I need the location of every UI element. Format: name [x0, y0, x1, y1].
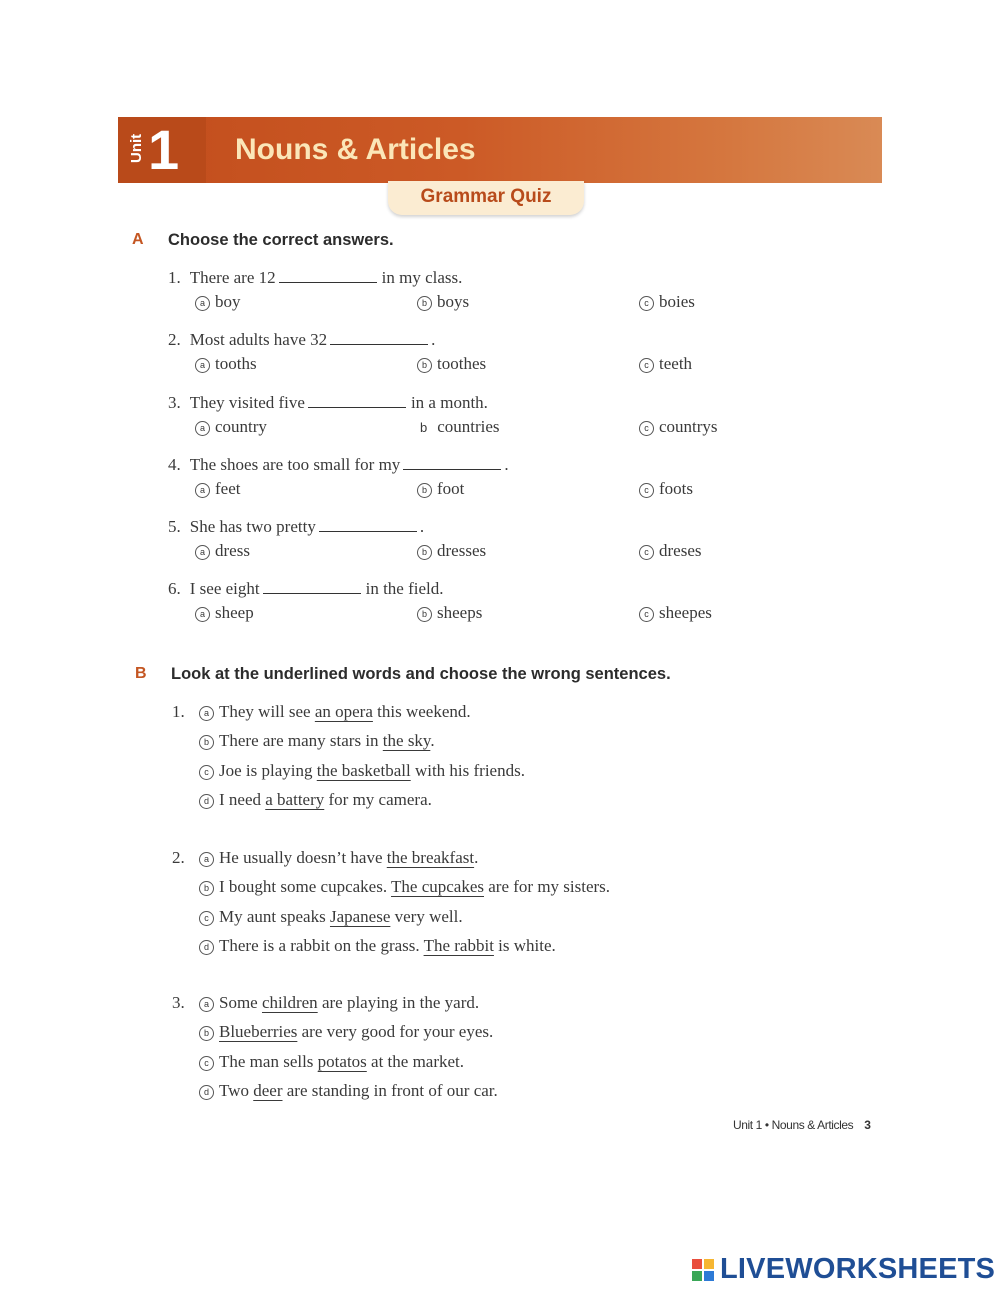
answer-blank[interactable]: [319, 517, 417, 532]
unit-badge: [118, 117, 206, 183]
sentence-text: for my camera.: [324, 789, 432, 809]
option-text: toothes: [437, 354, 487, 373]
sentence-text: Some: [219, 993, 262, 1012]
sentence-text: Joe is playing: [219, 760, 317, 780]
option-text: tooths: [215, 354, 257, 373]
question-number: 1.: [168, 268, 181, 287]
sentence-option-a[interactable]: [199, 993, 479, 1013]
grammar-quiz-tab: [388, 181, 584, 215]
sentence-option-b[interactable]: [199, 731, 435, 751]
question-number: 4.: [168, 455, 181, 474]
footer-unit: Unit 1: [733, 1118, 762, 1132]
underlined-words: the basketball: [316, 760, 411, 780]
question-text-before: There are 12: [189, 268, 276, 287]
option-b-circle-icon[interactable]: b: [417, 296, 432, 311]
option-text: country: [215, 417, 267, 436]
sentence-option-d[interactable]: [199, 790, 432, 810]
option-b[interactable]: [417, 603, 482, 623]
question-text-after: in the field.: [365, 579, 444, 598]
option-text: feet: [215, 479, 241, 498]
option-a[interactable]: [195, 417, 267, 437]
question-a-5: [168, 517, 424, 537]
sentence-option-b[interactable]: [199, 877, 610, 897]
question-a-2: [168, 330, 435, 350]
sentence-text: very well.: [390, 906, 463, 926]
option-c[interactable]: [639, 354, 692, 374]
sentence-option-a[interactable]: [199, 702, 471, 722]
question-text-before: The shoes are too small for my: [189, 455, 401, 474]
option-d-circle-icon[interactable]: d: [199, 1085, 214, 1100]
option-text: dress: [215, 541, 250, 560]
logo-wordmark: LIVEWORKSHEETS: [720, 1253, 996, 1285]
sentence-text: There is a rabbit on the grass.: [219, 935, 424, 955]
option-a[interactable]: [195, 603, 254, 623]
question-number: 3.: [168, 393, 181, 412]
question-number: 2.: [168, 330, 181, 349]
sentence-text: Two: [219, 1080, 254, 1100]
option-a[interactable]: [195, 292, 241, 312]
sentence-text: with his friends.: [410, 760, 525, 780]
unit-word: Unit: [128, 133, 145, 163]
underlined-words: Blueberries: [219, 1022, 298, 1042]
page-title: Nouns & Articles: [235, 133, 476, 166]
option-b[interactable]: [417, 354, 486, 374]
sentence-text: They will see: [219, 702, 315, 721]
sentence-text: is white.: [493, 935, 556, 955]
sentence-option-c[interactable]: [199, 1052, 464, 1072]
option-b-circle-icon[interactable]: b: [199, 881, 214, 896]
option-text: dresses: [437, 541, 487, 560]
option-b[interactable]: [417, 541, 486, 561]
question-a-6: [168, 579, 444, 599]
question-b-number: 2.: [172, 848, 185, 867]
option-a[interactable]: [195, 541, 250, 561]
section-b-letter: B: [135, 665, 147, 682]
option-d-circle-icon[interactable]: d: [199, 940, 214, 955]
page-footer: [733, 1118, 871, 1132]
option-b-circle-icon[interactable]: b: [199, 735, 214, 750]
option-a-circle-icon[interactable]: a: [195, 483, 210, 498]
underlined-words: potatos: [317, 1051, 367, 1071]
answer-blank[interactable]: [308, 393, 406, 408]
question-a-3: [168, 393, 488, 413]
option-text: boy: [215, 292, 241, 311]
question-text-after: .: [419, 517, 425, 536]
sentence-text: I need: [219, 789, 266, 809]
option-c[interactable]: [639, 479, 693, 499]
option-c-circle-icon[interactable]: c: [639, 421, 654, 436]
sentence-text: .: [474, 848, 479, 867]
option-b-circle-icon[interactable]: b: [417, 545, 432, 560]
option-text: dreses: [659, 541, 702, 560]
sentence-option-d[interactable]: [199, 936, 556, 956]
sentence-option-b[interactable]: [199, 1022, 493, 1042]
liveworksheets-logo: [692, 1253, 995, 1287]
sentence-text: are playing in the yard.: [317, 993, 480, 1012]
question-text-after: in a month.: [410, 393, 488, 412]
page-number: 3: [864, 1118, 871, 1132]
sentence-text: He usually doesn’t have: [219, 848, 387, 867]
option-c[interactable]: [639, 603, 712, 623]
grammar-quiz-label: Grammar Quiz: [420, 186, 552, 207]
option-c[interactable]: [639, 417, 718, 437]
sentence-option-d[interactable]: [199, 1081, 498, 1101]
option-text: sheeps: [437, 603, 483, 622]
question-a-1: [168, 268, 462, 288]
option-a-circle-icon[interactable]: a: [195, 607, 210, 622]
option-text: teeth: [659, 354, 693, 373]
option-b-circle-icon[interactable]: b: [199, 1026, 214, 1041]
question-b-number: 3.: [172, 993, 185, 1012]
option-c-circle-icon[interactable]: c: [199, 1056, 214, 1071]
question-text-after: in my class.: [381, 268, 463, 287]
option-c[interactable]: [639, 292, 695, 312]
sentence-text: .: [430, 731, 435, 751]
underlined-words: a battery: [265, 789, 325, 809]
sentence-text: My aunt speaks: [219, 906, 330, 926]
sentence-option-c[interactable]: [199, 761, 525, 781]
sentence-option-c[interactable]: [199, 907, 463, 927]
option-b-circle-icon[interactable]: b: [417, 358, 432, 373]
section-a-letter: A: [132, 231, 144, 248]
footer-bullet: •: [764, 1118, 769, 1132]
underlined-words: the sky: [382, 731, 431, 751]
question-b-number: 1.: [172, 702, 185, 721]
sentence-text: There are many stars in: [219, 731, 383, 751]
sentence-option-a[interactable]: [199, 848, 478, 868]
answer-blank[interactable]: [263, 579, 361, 594]
option-a-circle-icon[interactable]: a: [195, 296, 210, 311]
option-d-circle-icon[interactable]: d: [199, 794, 214, 809]
option-text: foot: [437, 479, 465, 498]
option-b[interactable]: [417, 417, 500, 438]
option-c-circle-icon[interactable]: c: [639, 358, 654, 373]
question-number: 6.: [168, 579, 181, 598]
answer-blank[interactable]: [279, 268, 377, 283]
option-a-circle-icon[interactable]: a: [195, 545, 210, 560]
question-text-before: She has two pretty: [189, 517, 316, 536]
underlined-words: deer: [253, 1080, 283, 1100]
option-a-circle-icon[interactable]: a: [199, 997, 214, 1012]
option-text: sheep: [215, 603, 254, 622]
option-a-circle-icon[interactable]: a: [199, 852, 214, 867]
option-b-letter[interactable]: b: [420, 420, 428, 435]
question-text-before: I see eight: [189, 579, 260, 598]
sentence-text: are standing in front of our car.: [282, 1080, 498, 1100]
option-c[interactable]: [639, 541, 701, 561]
answer-blank[interactable]: [403, 455, 501, 470]
sentence-text: The man sells: [219, 1051, 318, 1071]
section-a-instruction: Choose the correct answers.: [168, 231, 394, 249]
underlined-words: The cupcakes: [391, 877, 484, 897]
question-text-after: .: [504, 455, 509, 474]
underlined-words: children: [261, 993, 318, 1012]
option-b[interactable]: [417, 292, 469, 312]
answer-blank[interactable]: [330, 330, 428, 345]
footer-topic: Nouns & Articles: [771, 1118, 854, 1132]
option-a-circle-icon[interactable]: a: [195, 358, 210, 373]
logo-squares-icon: [692, 1259, 714, 1281]
question-a-4: [168, 455, 509, 475]
question-text-after: .: [431, 330, 436, 349]
option-c-circle-icon[interactable]: c: [199, 765, 214, 780]
unit-banner: [118, 117, 882, 183]
unit-number: 1: [148, 118, 180, 181]
underlined-words: Japanese: [329, 906, 391, 926]
sentence-text: are for my sisters.: [484, 877, 611, 897]
option-text: sheepes: [659, 603, 712, 622]
option-c-circle-icon[interactable]: c: [639, 483, 654, 498]
question-number: 5.: [168, 517, 181, 536]
option-a[interactable]: [195, 479, 240, 499]
option-c-circle-icon[interactable]: c: [639, 296, 654, 311]
sentence-text: this weekend.: [372, 702, 471, 721]
option-a[interactable]: [195, 354, 257, 374]
option-c-circle-icon[interactable]: c: [639, 607, 654, 622]
underlined-words: an opera: [314, 702, 373, 721]
sentence-text: are very good for your eyes.: [297, 1022, 494, 1042]
question-text-before: They visited five: [189, 393, 305, 412]
option-b-circle-icon[interactable]: b: [417, 483, 432, 498]
sentence-text: at the market.: [366, 1051, 465, 1071]
option-text: boys: [437, 292, 470, 311]
question-text-before: Most adults have 32: [189, 330, 328, 349]
underlined-words: The rabbit: [423, 935, 494, 955]
option-text: foots: [659, 479, 693, 498]
option-b[interactable]: [417, 479, 464, 499]
option-c-circle-icon[interactable]: c: [199, 911, 214, 926]
sentence-text: I bought some cupcakes.: [219, 877, 392, 897]
underlined-words: the breakfast: [386, 848, 475, 867]
option-text: countrys: [659, 417, 718, 436]
option-c-circle-icon[interactable]: c: [639, 545, 654, 560]
option-text: boies: [659, 292, 695, 311]
option-b-circle-icon[interactable]: b: [417, 607, 432, 622]
option-a-circle-icon[interactable]: a: [195, 421, 210, 436]
option-a-circle-icon[interactable]: a: [199, 706, 214, 721]
section-b-instruction: Look at the underlined words and choose the wrong sentences.: [171, 665, 671, 683]
option-text: countries: [437, 417, 500, 436]
